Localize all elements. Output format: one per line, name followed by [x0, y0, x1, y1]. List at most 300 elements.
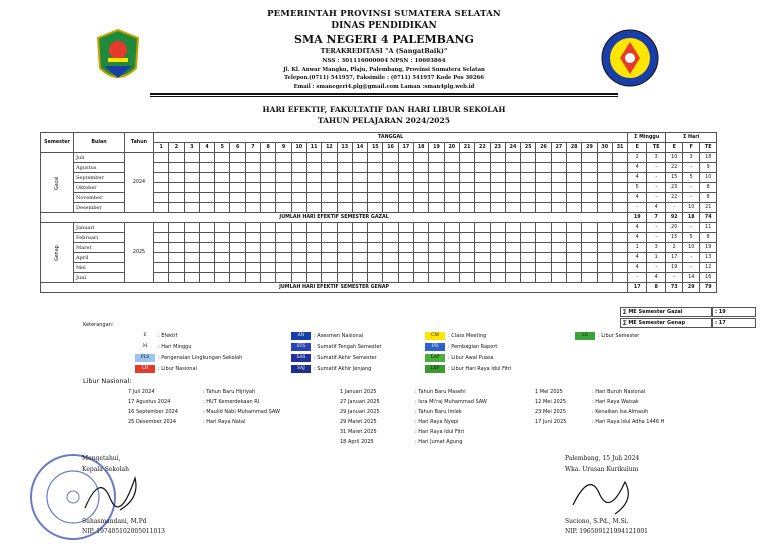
legend-swatch: E	[135, 332, 155, 340]
day-cell	[337, 173, 352, 183]
holiday-date: 12 Mei 2025	[535, 399, 567, 405]
legend-swatch: LIIF	[425, 365, 445, 373]
day-cell	[567, 163, 582, 173]
sig-left-name: Suhasmandani, M.Pd	[82, 518, 147, 525]
col-minggu-te: TE	[647, 143, 666, 153]
day-cell	[215, 243, 230, 253]
day-cell	[291, 243, 306, 253]
day-cell	[475, 273, 490, 283]
day-header: 4	[199, 143, 214, 153]
day-cell	[337, 163, 352, 173]
legend-swatch: LAP	[425, 354, 445, 362]
day-header: 28	[567, 143, 582, 153]
day-cell	[230, 243, 245, 253]
day-cell	[414, 233, 429, 243]
day-cell	[459, 243, 474, 253]
day-cell	[551, 153, 566, 163]
day-cell	[567, 183, 582, 193]
day-cell	[521, 183, 536, 193]
semester-label: Gazal	[41, 153, 74, 213]
sig-right-line1: Palembang, 15 Juli 2024	[565, 455, 640, 462]
month-name: Februari	[74, 233, 125, 243]
day-cell	[582, 233, 597, 243]
holiday-name: : Tahun Baru Imlek	[415, 409, 462, 415]
day-cell	[169, 183, 184, 193]
semester-label: Genap	[41, 223, 74, 283]
day-cell	[230, 173, 245, 183]
day-cell	[337, 253, 352, 263]
day-cell	[154, 273, 169, 283]
semester-total-label: JUMLAH HARI EFEKTIF SEMESTER GENAP	[41, 283, 628, 293]
day-cell	[551, 163, 566, 173]
count-hte: 8	[700, 183, 717, 193]
day-cell	[154, 163, 169, 173]
col-tahun: Tahun	[125, 133, 154, 153]
day-cell	[567, 203, 582, 213]
day-cell	[291, 183, 306, 193]
legend-label: : Pengenalan Lingkungan Sekolah	[158, 355, 243, 361]
day-cell	[154, 233, 169, 243]
day-cell	[154, 263, 169, 273]
day-cell	[521, 233, 536, 243]
day-cell	[582, 273, 597, 283]
day-cell	[261, 173, 276, 183]
day-cell	[490, 193, 505, 203]
day-cell	[475, 163, 490, 173]
day-cell	[505, 193, 520, 203]
holiday-name: : Hari Raya Natal	[203, 419, 246, 425]
day-cell	[368, 253, 383, 263]
day-header: 14	[352, 143, 367, 153]
col-tanggal: TANGGAL	[154, 133, 628, 143]
holiday-date: 1 Mei 2025	[535, 389, 563, 395]
day-cell	[230, 153, 245, 163]
day-cell	[444, 183, 459, 193]
day-cell	[368, 183, 383, 193]
count-e: 4	[628, 193, 647, 203]
day-cell	[306, 243, 321, 253]
day-cell	[291, 233, 306, 243]
legend-title: Keterangan:	[83, 322, 114, 328]
day-cell	[245, 183, 260, 193]
day-cell	[322, 253, 337, 263]
day-cell	[536, 223, 551, 233]
day-cell	[398, 243, 413, 253]
day-cell	[215, 253, 230, 263]
count-e: 4	[628, 233, 647, 243]
day-cell	[261, 253, 276, 263]
day-cell	[597, 263, 612, 273]
day-cell	[245, 193, 260, 203]
day-cell	[322, 233, 337, 243]
count-hte: 9	[700, 163, 717, 173]
day-cell	[582, 203, 597, 213]
day-cell	[567, 243, 582, 253]
legend-swatch: PLS	[135, 354, 155, 362]
day-header: 18	[414, 143, 429, 153]
legend-label: : Efektif	[158, 333, 178, 339]
document-subtitle: TAHUN PELAJARAN 2024/2025	[318, 116, 450, 125]
nss-npsn: NSS : 301116000004 NPSN : 10603864	[322, 58, 446, 64]
day-cell	[184, 183, 199, 193]
day-cell	[414, 243, 429, 253]
month-name: Juli	[74, 153, 125, 163]
day-header: 24	[505, 143, 520, 153]
day-cell	[444, 163, 459, 173]
day-cell	[582, 263, 597, 273]
day-header: 10	[291, 143, 306, 153]
count-hte: 10	[700, 173, 717, 183]
day-cell	[322, 223, 337, 233]
day-cell	[169, 173, 184, 183]
legend-label: : Pembagian Raport	[448, 344, 498, 350]
day-cell	[505, 163, 520, 173]
day-cell	[567, 153, 582, 163]
day-cell	[582, 253, 597, 263]
day-cell	[169, 153, 184, 163]
day-cell	[597, 233, 612, 243]
day-cell	[322, 273, 337, 283]
day-cell	[276, 223, 291, 233]
day-header: 17	[398, 143, 413, 153]
day-cell	[261, 203, 276, 213]
day-cell	[383, 203, 398, 213]
day-cell	[612, 233, 627, 243]
day-cell	[414, 193, 429, 203]
day-cell	[444, 243, 459, 253]
day-header: 16	[383, 143, 398, 153]
day-cell	[459, 153, 474, 163]
day-cell	[306, 273, 321, 283]
count-hf: 3	[683, 153, 700, 163]
day-cell	[169, 233, 184, 243]
day-cell	[184, 193, 199, 203]
legend-label: : Libur Awal Puasa	[448, 355, 494, 361]
day-cell	[169, 193, 184, 203]
day-cell	[567, 263, 582, 273]
day-cell	[567, 223, 582, 233]
day-cell	[322, 193, 337, 203]
day-cell	[245, 273, 260, 283]
col-hari-f: F	[683, 143, 700, 153]
day-cell	[184, 173, 199, 183]
holiday-name: : Tahun Baru Hijriyah	[203, 389, 256, 395]
day-cell	[368, 233, 383, 243]
day-header: 19	[429, 143, 444, 153]
day-cell	[398, 263, 413, 273]
signature-left-scribble	[80, 468, 150, 518]
day-cell	[521, 243, 536, 253]
day-header: 6	[230, 143, 245, 153]
legend-swatch: LS	[575, 332, 595, 340]
day-cell	[567, 173, 582, 183]
day-cell	[475, 173, 490, 183]
day-cell	[490, 153, 505, 163]
legend-swatch: SAJ	[291, 365, 311, 373]
day-cell	[612, 253, 627, 263]
day-cell	[306, 193, 321, 203]
day-cell	[276, 273, 291, 283]
day-cell	[291, 193, 306, 203]
count-hf: -	[683, 193, 700, 203]
legend-label: : Asesmen Nasional	[314, 333, 364, 339]
day-cell	[291, 153, 306, 163]
day-cell	[444, 223, 459, 233]
day-cell	[215, 163, 230, 173]
count-e: 1	[628, 243, 647, 253]
holiday-date: 29 Maret 2025	[340, 419, 377, 425]
day-cell	[459, 233, 474, 243]
day-cell	[169, 273, 184, 283]
day-cell	[337, 263, 352, 273]
holiday-name: : Hari Jumat Agung	[415, 439, 463, 445]
day-cell	[475, 263, 490, 273]
day-cell	[215, 273, 230, 283]
day-cell	[352, 263, 367, 273]
day-header: 3	[184, 143, 199, 153]
day-header: 7	[245, 143, 260, 153]
day-cell	[459, 193, 474, 203]
year-label: 2025	[125, 223, 154, 283]
day-header: 22	[475, 143, 490, 153]
day-cell	[261, 163, 276, 173]
day-cell	[199, 193, 214, 203]
day-cell	[475, 193, 490, 203]
day-cell	[245, 243, 260, 253]
day-cell	[337, 153, 352, 163]
day-cell	[215, 263, 230, 273]
day-cell	[383, 153, 398, 163]
count-he: 23	[666, 183, 683, 193]
day-cell	[291, 263, 306, 273]
month-name: Agustus	[74, 163, 125, 173]
day-cell	[475, 223, 490, 233]
day-cell	[475, 243, 490, 253]
day-cell	[383, 193, 398, 203]
day-cell	[368, 263, 383, 273]
day-cell	[154, 243, 169, 253]
total-e: 19	[628, 213, 647, 223]
col-hari-e: E	[666, 143, 683, 153]
day-header: 15	[368, 143, 383, 153]
day-cell	[154, 223, 169, 233]
day-header: 13	[337, 143, 352, 153]
legend-label: : Sumatif Akhir Jenjang	[314, 366, 372, 372]
school-name: SMA NEGERI 4 PALEMBANG	[294, 33, 474, 46]
day-cell	[368, 193, 383, 203]
day-cell	[368, 153, 383, 163]
day-cell	[551, 233, 566, 243]
day-cell	[551, 253, 566, 263]
day-cell	[505, 243, 520, 253]
day-cell	[154, 173, 169, 183]
day-cell	[505, 253, 520, 263]
month-name: November	[74, 193, 125, 203]
day-cell	[169, 243, 184, 253]
day-cell	[567, 273, 582, 283]
count-te: -	[647, 223, 666, 233]
day-cell	[230, 203, 245, 213]
day-cell	[276, 153, 291, 163]
holiday-date: 31 Maret 2025	[340, 429, 377, 435]
day-cell	[215, 203, 230, 213]
day-cell	[352, 183, 367, 193]
day-cell	[475, 233, 490, 243]
holiday-date: 18 April 2025	[340, 439, 374, 445]
day-cell	[521, 223, 536, 233]
total-e: 17	[628, 283, 647, 293]
day-cell	[536, 273, 551, 283]
count-hte: 11	[700, 223, 717, 233]
sum-genap-label: ∑ ME Semester Genap	[620, 318, 712, 328]
day-cell	[276, 243, 291, 253]
day-cell	[154, 253, 169, 263]
day-cell	[521, 163, 536, 173]
day-cell	[352, 233, 367, 243]
day-cell	[612, 203, 627, 213]
day-cell	[230, 253, 245, 263]
col-semester: Semester	[41, 133, 74, 153]
day-cell	[215, 233, 230, 243]
count-he: 2	[666, 243, 683, 253]
legend-label: : Libur Hari Raya Idul Fitri	[448, 366, 512, 372]
total-hte: 79	[700, 283, 717, 293]
day-cell	[322, 153, 337, 163]
holiday-name: : Hari Buruh Nasional	[592, 389, 646, 395]
day-cell	[276, 173, 291, 183]
day-cell	[306, 163, 321, 173]
holidays-title: Libur Nasional:	[83, 377, 132, 385]
day-cell	[597, 163, 612, 173]
sig-right-name: Suciono, S.Pd., M.Si.	[565, 518, 629, 525]
day-cell	[536, 263, 551, 273]
count-hf: -	[683, 253, 700, 263]
day-cell	[337, 183, 352, 193]
legend-swatch: AN	[291, 332, 311, 340]
day-cell	[490, 163, 505, 173]
day-cell	[245, 203, 260, 213]
holiday-date: 25 Desember 2024	[128, 419, 177, 425]
day-cell	[398, 223, 413, 233]
count-hte: 16	[700, 273, 717, 283]
day-cell	[169, 263, 184, 273]
day-cell	[505, 183, 520, 193]
day-cell	[612, 243, 627, 253]
count-he: 15	[666, 173, 683, 183]
sig-left-line1: Mengetahui,	[82, 455, 121, 462]
day-cell	[475, 153, 490, 163]
day-cell	[536, 243, 551, 253]
day-cell	[230, 233, 245, 243]
count-hte: 19	[700, 243, 717, 253]
document-title: HARI EFEKTIF, FAKULTATIF DAN HARI LIBUR SEKOLAH	[262, 105, 506, 114]
day-cell	[352, 153, 367, 163]
day-cell	[169, 163, 184, 173]
day-cell	[551, 263, 566, 273]
day-cell	[245, 263, 260, 273]
header-divider	[150, 93, 618, 97]
day-cell	[398, 183, 413, 193]
day-cell	[521, 273, 536, 283]
count-he: 19	[666, 263, 683, 273]
day-cell	[459, 173, 474, 183]
day-cell	[398, 163, 413, 173]
day-cell	[230, 263, 245, 273]
count-he: 15	[666, 233, 683, 243]
holiday-date: 29 Januari 2025	[340, 409, 380, 415]
day-cell	[215, 153, 230, 163]
day-cell	[459, 223, 474, 233]
day-cell	[536, 173, 551, 183]
day-cell	[322, 183, 337, 193]
count-he: -	[666, 203, 683, 213]
legend-swatch: STS	[291, 343, 311, 351]
day-cell	[612, 163, 627, 173]
day-header: 27	[551, 143, 566, 153]
day-cell	[184, 243, 199, 253]
header-line2: DINAS PENDIDIKAN	[331, 21, 437, 31]
day-cell	[459, 253, 474, 263]
day-cell	[276, 203, 291, 213]
total-hf: 29	[683, 283, 700, 293]
sum-ganjil-label: ∑ ME Semester Gazal	[620, 307, 712, 317]
count-hf: 5	[683, 173, 700, 183]
day-cell	[521, 253, 536, 263]
legend-swatch: M	[135, 343, 155, 351]
day-cell	[414, 173, 429, 183]
count-he: 17	[666, 253, 683, 263]
day-cell	[154, 203, 169, 213]
col-minggu-e: E	[628, 143, 647, 153]
day-cell	[184, 153, 199, 163]
day-cell	[597, 243, 612, 253]
day-cell	[230, 163, 245, 173]
holiday-name: : Hari Raya Nyepi	[415, 419, 459, 425]
sig-left-line2: Kepala Sekolah	[82, 466, 129, 473]
holiday-date: 17 Agustus 2024	[128, 399, 171, 405]
day-cell	[414, 163, 429, 173]
day-cell	[429, 233, 444, 243]
holiday-date: 7 Juli 2024	[128, 389, 155, 395]
day-cell	[245, 223, 260, 233]
holiday-date: 27 Januari 2025	[340, 399, 380, 405]
day-cell	[368, 173, 383, 183]
count-te: -	[647, 173, 666, 183]
holiday-date: 16 September 2024	[128, 409, 178, 415]
col-bulan: Bulan	[74, 133, 125, 153]
day-header: 12	[322, 143, 337, 153]
count-he: 10	[666, 153, 683, 163]
day-cell	[567, 233, 582, 243]
day-cell	[154, 153, 169, 163]
day-cell	[490, 263, 505, 273]
total-hf: 18	[683, 213, 700, 223]
count-te: 1	[647, 253, 666, 263]
day-cell	[490, 243, 505, 253]
year-label: 2024	[125, 153, 154, 213]
day-cell	[306, 233, 321, 243]
day-cell	[169, 203, 184, 213]
count-e: 4	[628, 163, 647, 173]
holiday-date: 23 Mei 2025	[535, 409, 567, 415]
day-header: 20	[444, 143, 459, 153]
day-cell	[444, 273, 459, 283]
day-cell	[429, 263, 444, 273]
day-cell	[352, 273, 367, 283]
day-cell	[276, 253, 291, 263]
day-header: 11	[306, 143, 321, 153]
day-cell	[245, 163, 260, 173]
